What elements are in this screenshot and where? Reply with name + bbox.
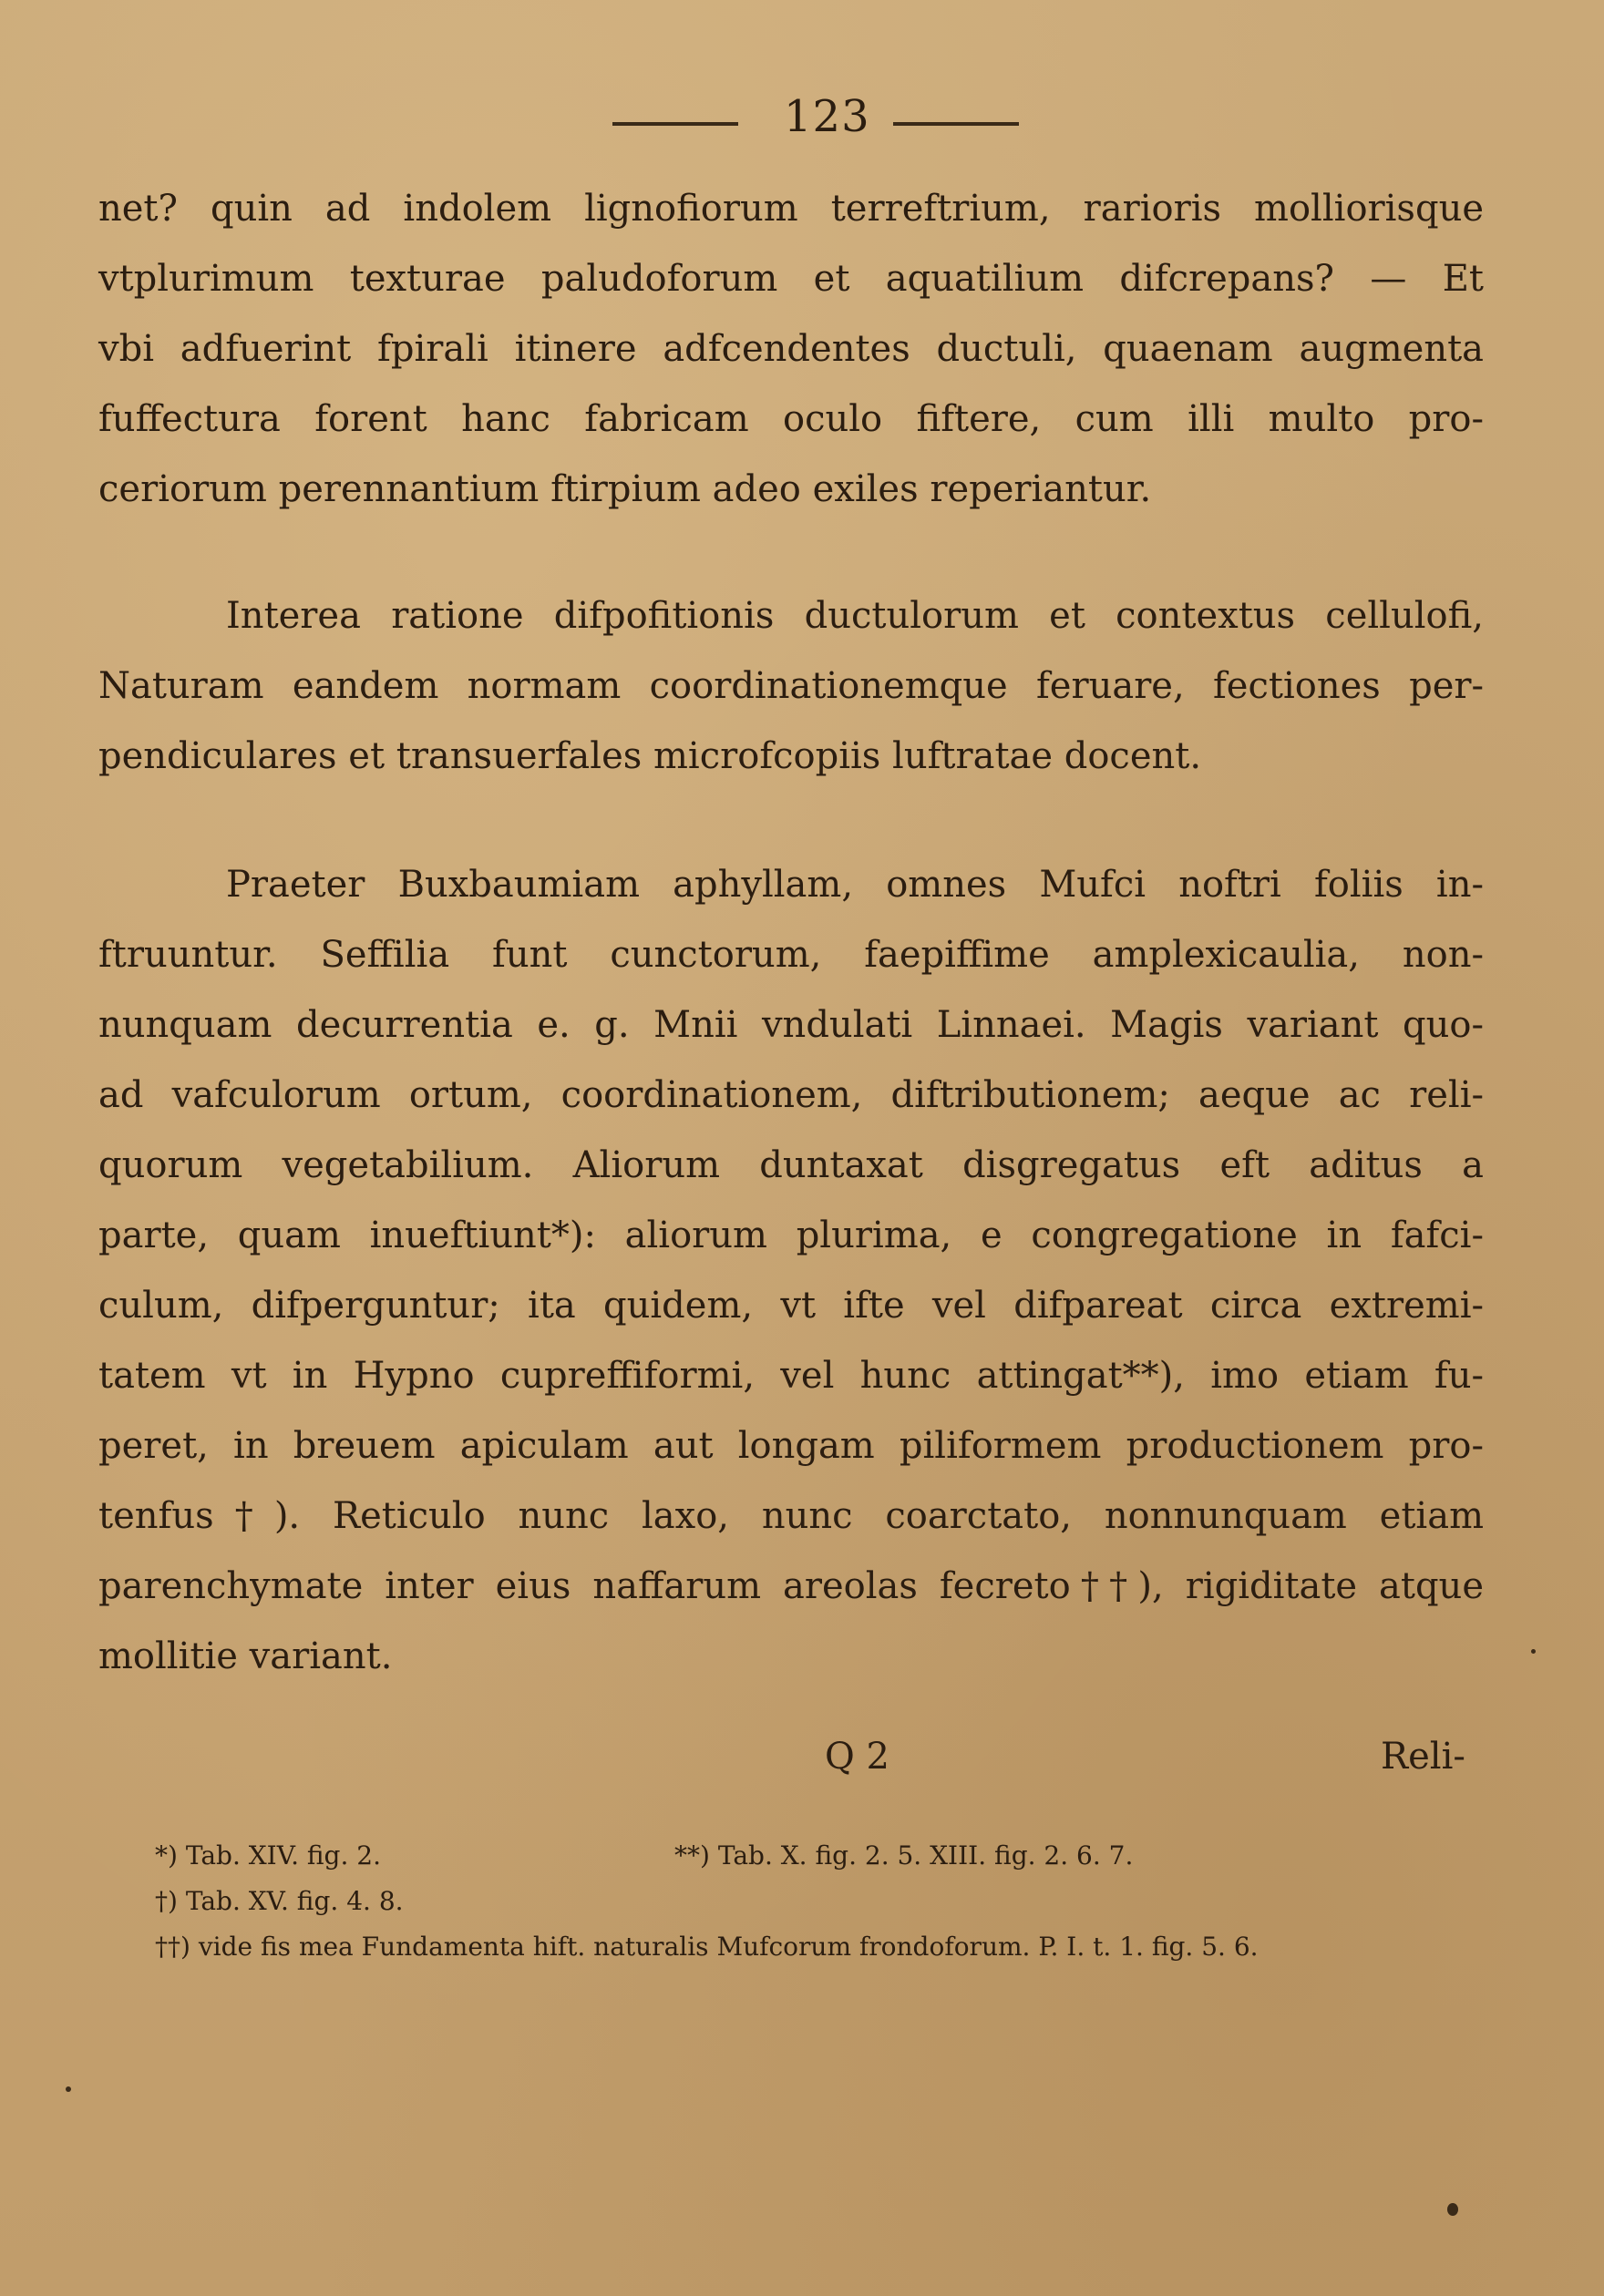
header-rule-left [612,122,738,126]
ink-speck [66,2086,71,2092]
text-line: ceriorum perennantium ftirpium adeo exiles reperiantur. [98,468,1152,510]
text-line: net? quin ad indolem lignofiorum terreftrium, rarioris molliorisque [98,188,1484,230]
header-rule-right [893,122,1019,126]
page-number: 123 [784,91,870,142]
footnote-row [155,1881,1413,1927]
footnote-row [155,1927,1413,1973]
paragraph-3 [98,856,1484,1698]
text-line: parte, quam inueftiunt*): aliorum plurima, e congregatione in fafci- [98,1215,1484,1256]
text-line: Interea ratione difpofitionis ductulorum et contextus cellulofi, [226,595,1484,637]
footnote-3: †) Tab. XV. fig. 4. 8. [155,1886,404,1916]
text-line: Naturam eandem normam coordinationemque feruare, fectiones per- [98,665,1484,707]
signature-mark: Q 2 [825,1736,889,1778]
text-line: ad vafculorum ortum, coordinationem, diftributionem; aeque ac reli- [98,1074,1484,1116]
footnote-1: *) Tab. XIV. fig. 2. [155,1840,381,1871]
text-line: ftruuntur. Seffilia funt cunctorum, faepiffime amplexicaulia, non- [98,934,1484,976]
text-line: peret, in breuem apiculam aut longam piliformem productionem pro- [98,1425,1484,1467]
text-line: tatem vt in Hypno cupreffiformi, vel hunc attingat**), imo etiam fu- [98,1355,1484,1397]
ink-speck [1447,2203,1458,2216]
text-line: vbi adfuerint fpirali itinere adfcendentes ductuli, quaenam augmenta [98,328,1484,370]
text-line: quorum vegetabilium. Aliorum duntaxat disgregatus eft aditus a [98,1144,1484,1186]
text-line: pendiculares et transuerfales microfcopiis luftratae docent. [98,735,1202,777]
text-line: parenchymate inter eius naffarum areolas fecreto††), rigiditate atque [98,1565,1484,1607]
ink-speck [1531,1649,1536,1654]
footnotes [155,1836,1413,1973]
catchword: Reli- [1381,1736,1465,1778]
text-line: mollitie variant. [98,1635,393,1677]
footnote-row [155,1836,1413,1881]
text-line: fuffectura forent hanc fabricam oculo fiftere, cum illi multo pro- [98,398,1484,440]
catchline [0,1736,1604,1790]
page-header [0,91,1604,146]
text-line: nunquam decurrentia e. g. Mnii vndulati Linnaei. Magis variant quo- [98,1004,1484,1046]
footnote-4: ††) vide fis mea Fundamenta hift. naturalis Mufcorum frondoforum. P. I. t. 1. fig. 5. 6. [155,1932,1259,1962]
footnote-2: **) Tab. X. fig. 2. 5. XIII. fig. 2. 6. 7. [674,1840,1134,1871]
text-line: vtplurimum texturae paludoforum et aquatilium difcrepans? — Et [98,258,1484,300]
text-line: culum, difperguntur; ita quidem, vt ifte vel difpareat circa extremi- [98,1285,1484,1327]
paragraph-1 [98,180,1484,531]
paragraph-2 [98,588,1484,798]
text-line: Praeter Buxbaumiam aphyllam, omnes Mufci noftri foliis in- [226,864,1484,906]
text-line: tenfus†). Reticulo nunc laxo, nunc coarctato, nonnunquam etiam [98,1495,1484,1537]
